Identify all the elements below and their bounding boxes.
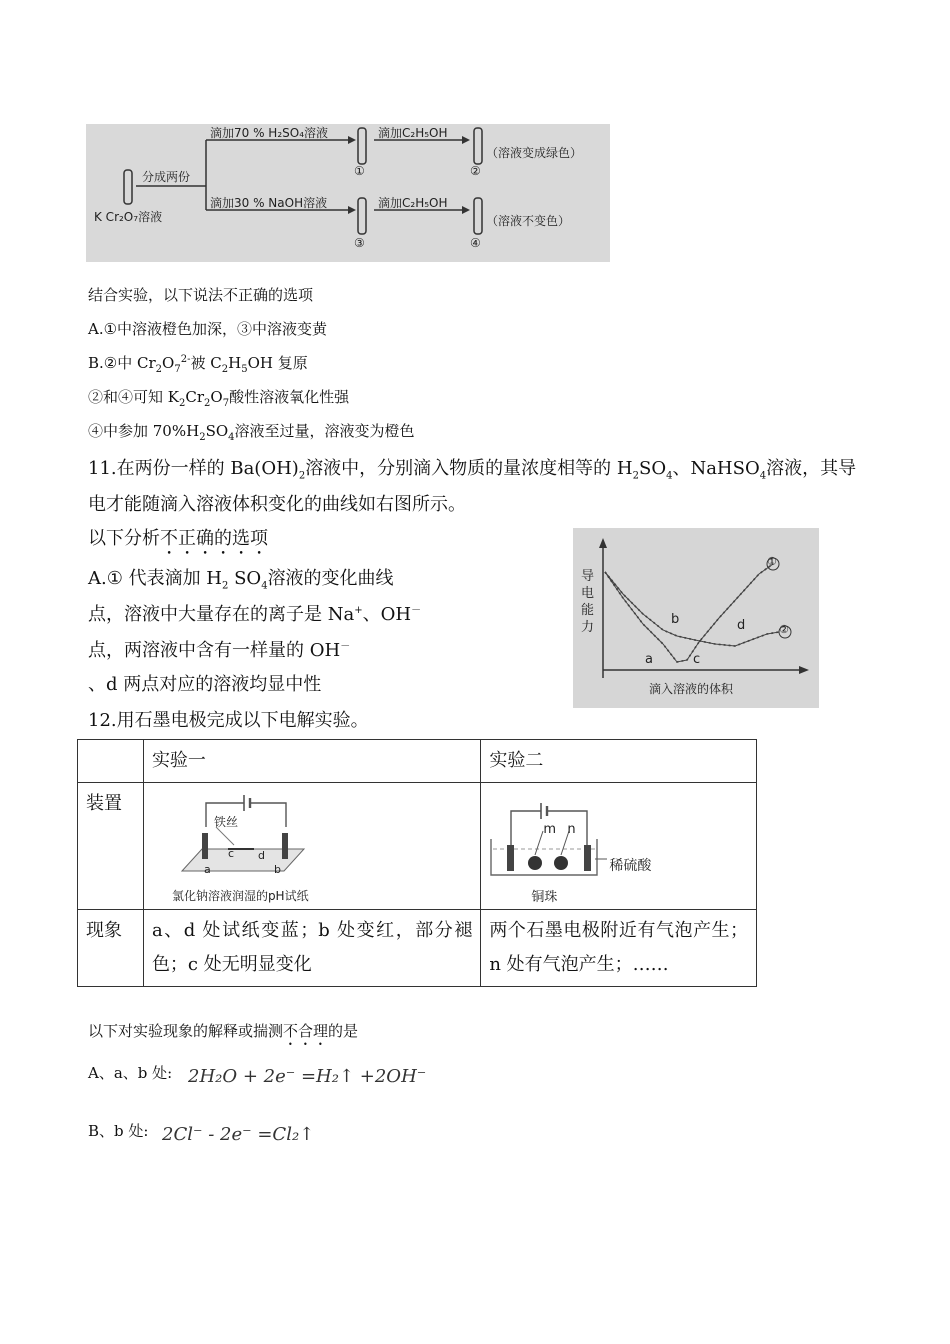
- start-tube-icon: [124, 170, 132, 204]
- flow-bottom-add2: 滴加C₂H₅OH: [378, 196, 448, 210]
- table-row: [78, 783, 757, 910]
- q11-option-c: 点，两溶液中含有一样量的 OH－: [88, 640, 351, 661]
- q12-stem: 12.用石墨电极完成以下电解实验。: [88, 710, 369, 731]
- q11-line1: 11.在两份一样的 $Ba(OH)_2$溶液中，分别滴入物质的量浓度相等的 $H_2SO_4$、NaHSO$_4$溶液，其导: [88, 458, 857, 482]
- q11-line3: 以下分析不正确的选项: [88, 528, 268, 549]
- graph-point-b: b: [671, 612, 680, 627]
- exp2-observation: 两个石墨电极附近有气泡产生；n 处有气泡产生；……: [481, 910, 757, 987]
- flow-tube2: ②: [470, 164, 481, 178]
- q10-option-d: ④中参加 $70\%H_2SO_4$溶液至过量，溶液变为橙色: [88, 422, 415, 443]
- exp2-bead-label: 铜珠: [531, 890, 558, 905]
- exp1-wire-label: 铁丝: [213, 815, 238, 829]
- graph-x-label: 滴入溶液的体积: [649, 682, 734, 696]
- graph-curve2-mark: ②: [779, 623, 789, 636]
- exp1-point-c: c: [227, 847, 234, 860]
- exp1-point-a: a: [203, 863, 211, 876]
- curve-1: [605, 564, 773, 662]
- exp1-point-b: b: [273, 863, 281, 876]
- flow-result-bottom: （溶液不变色）: [486, 214, 571, 228]
- q10-option-c: ②和④可知 $K_2Cr_2O_7$酸性溶液氧化性强: [88, 388, 350, 409]
- flow-tube3: ③: [354, 236, 365, 250]
- exp1-caption: 氯化钠溶液润湿的pH试纸: [171, 889, 309, 903]
- exp2-label-m: m: [543, 822, 557, 837]
- q12-emphasis: 不合理: [283, 1022, 329, 1040]
- table-corner: [78, 740, 144, 783]
- experiment-flow-figure: [86, 124, 610, 262]
- exp1-point-d: d: [257, 849, 265, 862]
- tube-3-icon: [358, 198, 366, 234]
- table-row: [78, 910, 757, 987]
- q11-option-b: 点，溶液中大量存在的离子是 Na+、OH－: [88, 604, 422, 625]
- exp2-label-n: n: [567, 822, 576, 837]
- row-label-setup: 装置: [78, 783, 144, 910]
- exp1-apparatus: [143, 783, 480, 910]
- graph-point-a: a: [645, 652, 653, 667]
- flow-bottom-add: 滴加30 % NaOH溶液: [210, 196, 328, 210]
- q12-option-a-equation: 2H₂O + 2e⁻ =H₂↑ +2OH⁻: [188, 1066, 427, 1087]
- graph-y-label: 导 电 能 力: [581, 569, 595, 635]
- table-row: [78, 740, 757, 783]
- experiment-table: [77, 739, 757, 987]
- flow-split-label: 分成两份: [142, 170, 191, 184]
- q12-option-b-label: B、b 处:: [88, 1122, 149, 1140]
- conductivity-graph: [573, 528, 819, 708]
- graph-point-c: c: [693, 652, 701, 667]
- q11-option-d: 、d 两点对应的溶液均显中性: [88, 674, 322, 695]
- exp2-acid-label: 稀硫酸: [609, 858, 652, 874]
- q12-opts-stem: 以下对实验现象的解释或揣测不合理的是: [88, 1022, 359, 1040]
- flow-start-label: K Cr₂O₇溶液: [94, 210, 163, 224]
- flow-tube1: ①: [354, 164, 365, 178]
- flow-tube4: ④: [470, 236, 481, 250]
- table-header-exp1: 实验一: [143, 740, 480, 783]
- q10-option-b: B.②中 $Cr_2O_7^{2-}$被 $C_2H_5OH$ 复原: [88, 354, 308, 375]
- exp1-observation: a、d 处试纸变蓝；b 处变红，部分褪色；c 处无明显变化: [143, 910, 480, 987]
- q11-option-a: A.① 代表滴加 $H_2$ $SO_4$溶液的变化曲线: [88, 568, 394, 592]
- graph-point-d: d: [737, 618, 746, 633]
- graph-curve1-mark: ①: [767, 555, 777, 568]
- flow-top-add2: 滴加C₂H₅OH: [378, 126, 448, 140]
- tube-4-icon: [474, 198, 482, 234]
- row-label-observation: 现象: [78, 910, 144, 987]
- q11-emphasis: 不正确的选项: [160, 528, 268, 549]
- tube-2-icon: [474, 128, 482, 164]
- flow-result-top: （溶液变成绿色）: [486, 146, 583, 160]
- exp2-apparatus: [481, 783, 757, 910]
- table-header-exp2: 实验二: [481, 740, 757, 783]
- q10-option-a: A.①中溶液橙色加深，③中溶液变黄: [88, 320, 328, 338]
- tube-1-icon: [358, 128, 366, 164]
- q12-option-a-label: A、a、b 处:: [88, 1064, 173, 1082]
- flow-top-add: 滴加70 % H₂SO₄溶液: [210, 126, 329, 140]
- q12-option-b-equation: 2Cl⁻ - 2e⁻ =Cl₂↑: [162, 1124, 315, 1145]
- q10-stem: 结合实验，以下说法不正确的选项: [88, 286, 314, 304]
- q11-line2: 电才能随滴入溶液体积变化的曲线如右图所示。: [88, 494, 466, 515]
